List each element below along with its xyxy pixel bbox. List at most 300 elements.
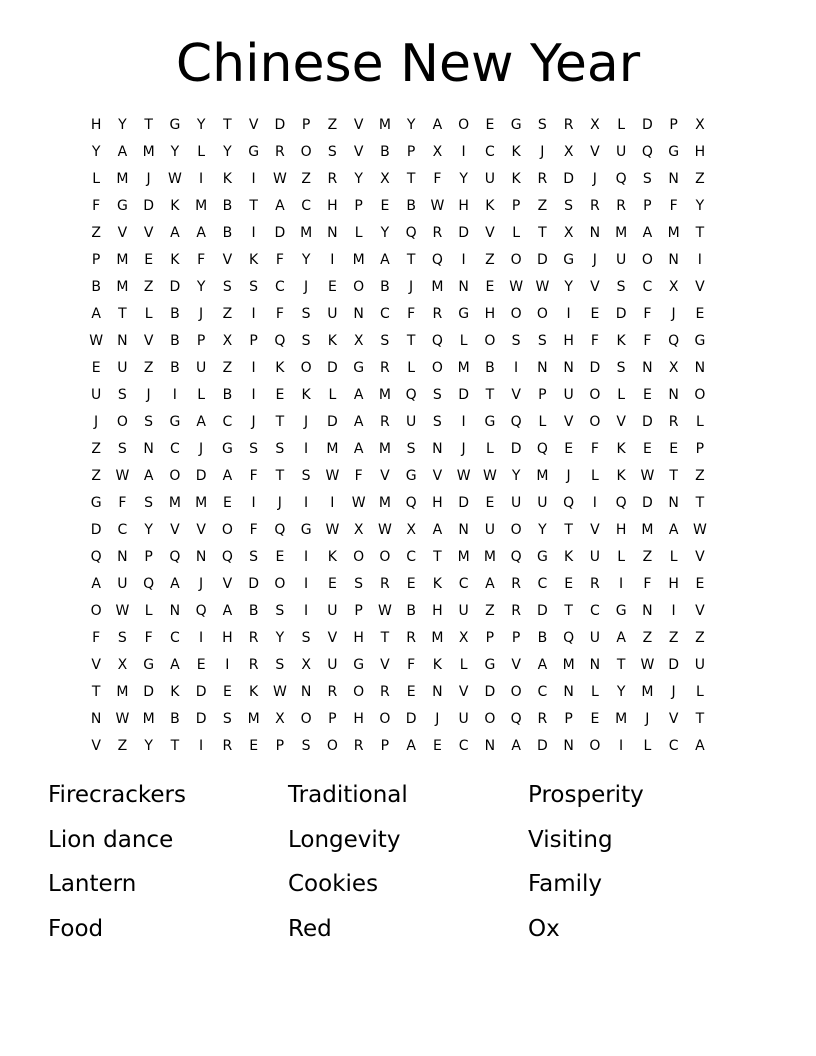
grid-letter: B: [222, 387, 233, 403]
grid-letter: X: [695, 117, 705, 133]
grid-letter: M: [615, 225, 628, 241]
grid-letter: G: [484, 657, 496, 673]
grid-letter: Z: [485, 603, 495, 619]
grid-letter: M: [615, 711, 628, 727]
grid-letter: A: [91, 576, 101, 592]
grid-letter: C: [274, 279, 285, 295]
grid-letter: R: [380, 414, 390, 430]
grid-letter: H: [694, 144, 706, 160]
grid-letter: L: [144, 306, 153, 322]
grid-letter: D: [195, 711, 207, 727]
grid-letter: X: [590, 117, 600, 133]
grid-letter: O: [300, 711, 312, 727]
grid-letter: U: [327, 306, 338, 322]
grid-letter: D: [589, 360, 601, 376]
grid-letter: V: [91, 657, 101, 673]
grid-letter: R: [353, 738, 364, 754]
grid-letter: M: [116, 252, 129, 268]
grid-letter: M: [378, 387, 391, 403]
grid-letter: E: [564, 576, 574, 592]
grid-letter: Q: [510, 549, 522, 565]
grid-letter: S: [537, 333, 547, 349]
grid-letter: K: [485, 198, 495, 214]
grid-letter: U: [327, 603, 338, 619]
grid-letter: D: [536, 252, 548, 268]
grid-letter: J: [592, 171, 597, 187]
grid-letter: W: [692, 522, 707, 538]
grid-letter: S: [275, 657, 285, 673]
grid-letter: I: [199, 630, 204, 646]
grid-letter: L: [459, 657, 468, 673]
grid-letter: T: [695, 495, 705, 511]
grid-letter: N: [563, 684, 574, 700]
grid-letter: Z: [91, 441, 101, 457]
grid-letter: I: [304, 603, 309, 619]
grid-letter: D: [274, 225, 286, 241]
grid-letter: I: [199, 738, 204, 754]
grid-letter: V: [222, 576, 233, 592]
grid-letter: L: [538, 414, 547, 430]
grid-letter: I: [225, 657, 230, 673]
grid-letter: Q: [563, 495, 575, 511]
grid-letter: S: [616, 360, 626, 376]
grid-letter: L: [92, 171, 101, 187]
grid-letter: D: [536, 603, 548, 619]
grid-letter: O: [510, 306, 522, 322]
grid-letter: J: [435, 711, 440, 727]
grid-letter: X: [406, 522, 416, 538]
grid-letter: E: [327, 576, 337, 592]
grid-letter: M: [431, 630, 444, 646]
grid-letter: E: [406, 684, 416, 700]
grid-row: [83, 463, 713, 490]
grid-letter: X: [563, 144, 574, 160]
grid-letter: S: [301, 333, 311, 349]
grid-row: [83, 166, 713, 193]
grid-letter: O: [169, 468, 181, 484]
grid-letter: A: [170, 576, 180, 592]
grid-letter: U: [511, 495, 522, 511]
grid-letter: M: [116, 684, 129, 700]
grid-letter: T: [223, 117, 232, 133]
grid-letter: Z: [695, 630, 705, 646]
grid-letter: D: [641, 495, 653, 511]
grid-letter: G: [510, 117, 522, 133]
grid-letter: W: [351, 495, 366, 511]
grid-letter: Y: [223, 144, 232, 160]
grid-letter: W: [640, 657, 655, 673]
grid-letter: T: [118, 306, 127, 322]
word-bank-item: Longevity: [288, 826, 401, 853]
grid-letter: S: [249, 441, 259, 457]
grid-letter: A: [432, 522, 443, 538]
grid-letter: M: [326, 441, 339, 457]
grid-letter: O: [589, 738, 601, 754]
grid-letter: V: [170, 522, 180, 538]
grid-letter: S: [275, 441, 285, 457]
grid-letter: X: [563, 225, 574, 241]
grid-letter: N: [432, 684, 443, 700]
grid-letter: P: [354, 603, 363, 619]
grid-letter: Q: [615, 171, 627, 187]
grid-letter: J: [304, 279, 309, 295]
grid-letter: X: [432, 144, 443, 160]
grid-letter: J: [671, 306, 676, 322]
grid-letter: X: [380, 171, 390, 187]
grid-letter: Q: [405, 225, 417, 241]
grid-letter: N: [143, 441, 154, 457]
grid-letter: E: [222, 495, 232, 511]
grid-letter: D: [90, 522, 102, 538]
grid-letter: D: [641, 414, 653, 430]
grid-letter: S: [564, 198, 574, 214]
grid-letter: Y: [144, 522, 153, 538]
grid-letter: M: [142, 144, 155, 160]
grid-letter: A: [668, 522, 679, 538]
grid-letter: U: [91, 387, 102, 403]
grid-letter: Z: [117, 738, 128, 754]
grid-letter: F: [249, 468, 258, 484]
grid-letter: I: [304, 441, 309, 457]
grid-letter: S: [117, 441, 127, 457]
grid-letter: P: [301, 117, 311, 133]
grid-letter: G: [116, 198, 128, 214]
grid-letter: S: [275, 603, 285, 619]
grid-letter: P: [275, 738, 285, 754]
grid-letter: J: [304, 414, 309, 430]
grid-letter: A: [537, 657, 548, 673]
grid-letter: S: [117, 387, 127, 403]
grid-letter: R: [537, 711, 548, 727]
grid-letter: Y: [695, 198, 705, 214]
grid-letter: M: [247, 711, 260, 727]
grid-letter: W: [115, 603, 130, 619]
grid-letter: M: [378, 117, 391, 133]
grid-letter: V: [353, 117, 364, 133]
grid-letter: I: [330, 495, 335, 511]
grid-letter: A: [222, 468, 233, 484]
grid-letter: Q: [668, 333, 680, 349]
grid-letter: E: [669, 441, 679, 457]
grid-letter: H: [222, 630, 233, 646]
grid-letter: E: [485, 495, 495, 511]
grid-letter: F: [643, 576, 652, 592]
grid-letter: Q: [195, 603, 207, 619]
grid-letter: C: [222, 414, 233, 430]
grid-letter: V: [695, 279, 705, 295]
grid-letter: R: [327, 171, 338, 187]
grid-letter: Z: [695, 171, 705, 187]
grid-letter: Q: [641, 144, 653, 160]
grid-letter: W: [456, 468, 471, 484]
grid-letter: M: [116, 171, 129, 187]
grid-letter: F: [92, 198, 101, 214]
grid-letter: D: [248, 576, 260, 592]
grid-letter: G: [353, 657, 365, 673]
grid-letter: F: [354, 468, 363, 484]
grid-letter: M: [195, 495, 208, 511]
grid-letter: I: [619, 576, 624, 592]
grid-letter: T: [564, 522, 573, 538]
grid-letter: T: [144, 117, 153, 133]
grid-letter: I: [251, 225, 256, 241]
grid-letter: P: [249, 333, 258, 349]
grid-letter: L: [669, 549, 678, 565]
grid-letter: A: [170, 657, 180, 673]
grid-letter: Y: [301, 252, 311, 268]
grid-letter: R: [248, 657, 259, 673]
grid-row: [83, 247, 713, 274]
grid-letter: B: [248, 603, 259, 619]
grid-letter: V: [668, 711, 679, 727]
grid-letter: X: [117, 657, 128, 673]
grid-letter: B: [406, 198, 416, 214]
grid-letter: G: [169, 117, 181, 133]
grid-letter: V: [432, 468, 443, 484]
grid-letter: E: [485, 279, 495, 295]
grid-letter: C: [169, 630, 180, 646]
grid-letter: J: [277, 495, 282, 511]
grid-letter: C: [117, 522, 128, 538]
grid-letter: R: [406, 630, 416, 646]
grid-letter: Z: [327, 117, 338, 133]
grid-letter: Q: [510, 414, 522, 430]
grid-letter: R: [590, 198, 600, 214]
grid-letter: M: [641, 684, 654, 700]
grid-letter: T: [406, 333, 416, 349]
grid-letter: V: [563, 414, 574, 430]
grid-letter: S: [642, 171, 652, 187]
grid-letter: I: [251, 387, 256, 403]
grid-letter: T: [406, 252, 416, 268]
grid-letter: W: [509, 279, 524, 295]
grid-letter: M: [562, 657, 575, 673]
grid-letter: G: [668, 144, 680, 160]
grid-letter: L: [512, 225, 521, 241]
grid-letter: W: [377, 603, 392, 619]
grid-letter: V: [590, 279, 600, 295]
grid-letter: Y: [406, 117, 416, 133]
grid-letter: L: [590, 684, 599, 700]
grid-letter: X: [353, 522, 364, 538]
grid-letter: B: [485, 360, 495, 376]
grid-letter: J: [94, 414, 99, 430]
grid-letter: O: [379, 549, 391, 565]
grid-letter: D: [615, 306, 627, 322]
grid-letter: N: [195, 549, 207, 565]
grid-letter: D: [536, 738, 548, 754]
grid-letter: B: [170, 360, 180, 376]
grid-letter: R: [511, 603, 521, 619]
grid-letter: Z: [143, 360, 154, 376]
grid-letter: L: [354, 225, 363, 241]
grid-letter: T: [433, 549, 442, 565]
grid-letter: D: [195, 684, 207, 700]
grid-letter: V: [590, 144, 600, 160]
grid-letter: Y: [538, 522, 547, 538]
word-bank-item: Family: [528, 871, 603, 897]
grid-letter: N: [169, 603, 181, 619]
grid-letter: A: [117, 144, 128, 160]
grid-letter: Y: [354, 171, 363, 187]
word-bank-item: Prosperity: [528, 782, 644, 808]
grid-letter: I: [251, 306, 256, 322]
grid-letter: W: [535, 279, 550, 295]
grid-letter: W: [115, 468, 130, 484]
grid-letter: N: [353, 306, 364, 322]
grid-letter: D: [563, 171, 575, 187]
grid-letter: I: [566, 306, 571, 322]
grid-letter: Y: [564, 279, 573, 295]
grid-letter: Z: [485, 252, 495, 268]
grid-letter: H: [327, 198, 338, 214]
grid-letter: M: [431, 279, 444, 295]
grid-letter: W: [272, 171, 287, 187]
grid-letter: L: [407, 360, 416, 376]
grid-letter: V: [511, 387, 521, 403]
grid-row: [83, 652, 713, 679]
grid-letter: S: [432, 414, 442, 430]
grid-letter: P: [669, 117, 678, 133]
grid-letter: L: [695, 684, 704, 700]
grid-letter: S: [354, 576, 364, 592]
grid-letter: C: [458, 738, 469, 754]
grid-letter: H: [458, 198, 469, 214]
grid-letter: A: [432, 117, 443, 133]
grid-letter: X: [668, 279, 679, 295]
grid-letter: Q: [274, 333, 286, 349]
grid-letter: E: [432, 738, 442, 754]
grid-letter: Q: [405, 387, 417, 403]
grid-letter: F: [590, 333, 599, 349]
grid-letter: A: [143, 468, 154, 484]
grid-letter: N: [563, 360, 574, 376]
grid-letter: S: [327, 144, 337, 160]
grid-letter: R: [275, 144, 285, 160]
grid-letter: B: [170, 333, 180, 349]
grid-letter: Y: [118, 117, 127, 133]
grid-letter: A: [353, 441, 364, 457]
grid-letter: X: [458, 630, 469, 646]
grid-letter: N: [458, 522, 469, 538]
grid-letter: C: [642, 279, 653, 295]
grid-row: [83, 679, 713, 706]
grid-letter: M: [352, 252, 365, 268]
grid-letter: O: [300, 360, 312, 376]
grid-letter: G: [248, 144, 260, 160]
grid-letter: G: [221, 441, 233, 457]
grid-letter: N: [300, 684, 312, 700]
grid-letter: I: [671, 603, 676, 619]
grid-letter: F: [407, 306, 416, 322]
word-bank-item: Food: [48, 915, 104, 942]
grid-letter: O: [353, 684, 365, 700]
grid-letter: J: [146, 387, 151, 403]
grid-letter: F: [590, 441, 599, 457]
grid-letter: T: [669, 468, 678, 484]
grid-letter: U: [589, 630, 600, 646]
grid-letter: O: [90, 603, 102, 619]
page-title: Chinese New Year: [175, 34, 641, 94]
grid-letter: C: [406, 549, 417, 565]
grid-letter: M: [641, 522, 654, 538]
grid-letter: V: [380, 657, 390, 673]
grid-letter: D: [405, 711, 417, 727]
grid-letter: K: [432, 576, 442, 592]
word-bank-item: Lion dance: [48, 826, 174, 853]
grid-letter: T: [406, 171, 416, 187]
grid-letter: K: [222, 171, 232, 187]
grid-letter: S: [301, 306, 311, 322]
grid-letter: N: [117, 333, 128, 349]
grid-letter: A: [196, 225, 206, 241]
grid-letter: O: [510, 684, 522, 700]
grid-letter: X: [301, 657, 311, 673]
grid-row: [83, 193, 713, 220]
grid-letter: P: [144, 549, 153, 565]
grid-row: [83, 139, 713, 166]
grid-letter: P: [485, 630, 495, 646]
grid-letter: O: [353, 549, 365, 565]
grid-letter: A: [616, 630, 626, 646]
grid-letter: Z: [642, 630, 653, 646]
grid-letter: R: [380, 360, 390, 376]
grid-letter: S: [380, 333, 390, 349]
grid-letter: L: [485, 441, 494, 457]
grid-letter: W: [325, 468, 340, 484]
grid-letter: T: [91, 684, 101, 700]
grid-letter: P: [511, 198, 521, 214]
grid-letter: P: [406, 144, 416, 160]
word-bank-item: Cookies: [288, 871, 379, 897]
grid-letter: E: [144, 252, 154, 268]
grid-letter: H: [353, 630, 364, 646]
grid-letter: Q: [405, 495, 417, 511]
grid-letter: D: [641, 117, 653, 133]
grid-letter: Y: [511, 468, 521, 484]
grid-letter: L: [617, 387, 626, 403]
grid-letter: A: [511, 738, 521, 754]
grid-letter: R: [668, 414, 679, 430]
grid-letter: Q: [169, 549, 181, 565]
grid-letter: F: [433, 171, 442, 187]
grid-letter: Q: [221, 549, 233, 565]
grid-letter: O: [221, 522, 233, 538]
grid-letter: H: [668, 576, 679, 592]
word-bank-item: Traditional: [288, 782, 408, 808]
grid-letter: R: [616, 198, 626, 214]
grid-letter: D: [143, 684, 155, 700]
grid-letter: J: [199, 306, 204, 322]
grid-letter: N: [563, 738, 574, 754]
grid-letter: O: [536, 306, 548, 322]
grid-letter: L: [643, 738, 652, 754]
grid-letter: T: [616, 657, 626, 673]
grid-letter: K: [511, 144, 521, 160]
grid-letter: F: [144, 630, 153, 646]
grid-letter: H: [484, 306, 496, 322]
grid-letter: Q: [90, 549, 102, 565]
grid-row: [83, 409, 713, 436]
grid-letter: T: [380, 630, 390, 646]
grid-letter: H: [615, 522, 627, 538]
grid-letter: Y: [380, 225, 390, 241]
grid-letter: M: [378, 441, 391, 457]
grid-letter: C: [484, 144, 495, 160]
grid-letter: Y: [196, 279, 206, 295]
grid-letter: I: [172, 387, 177, 403]
grid-letter: V: [511, 657, 521, 673]
